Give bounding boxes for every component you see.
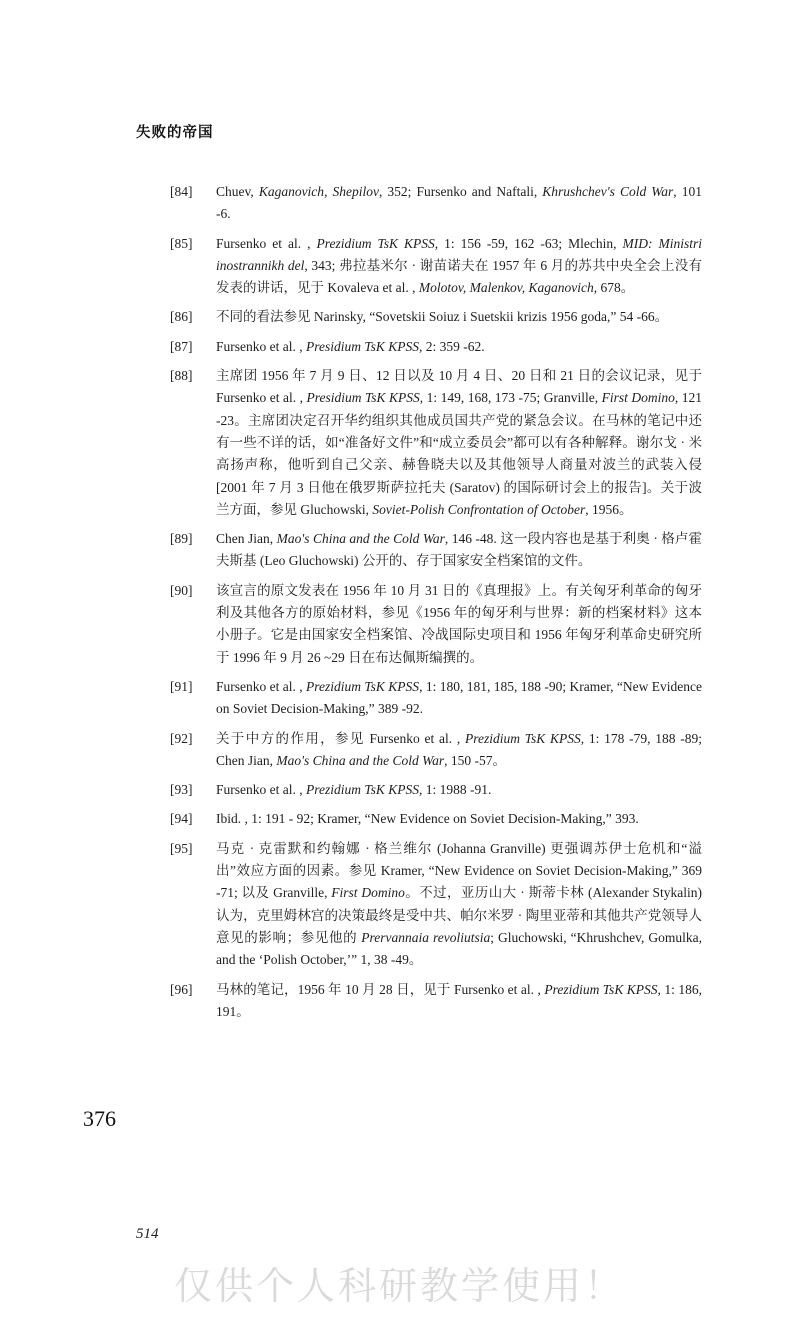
endnote-text-segment: , 678。 bbox=[593, 280, 635, 296]
endnote-italic-title: Prezidium TsK KPSS bbox=[306, 782, 420, 798]
endnote-text-segment: Chen Jian, bbox=[216, 531, 277, 547]
endnote-italic-title: Prezidium TsK KPSS bbox=[306, 678, 420, 694]
endnote-number: [86] bbox=[170, 309, 193, 325]
endnote-italic-title: Molotov, Malenkov, Kaganovich bbox=[418, 280, 594, 296]
endnote-text-segment: , 343; 弗拉基米尔 · 谢苗诺夫在 1957 年 6 月的苏共中央全会上没有发表的讲话，见于 Kovaleva et al. , bbox=[216, 257, 703, 296]
endnote-italic-title: Prezidium TsK KPSS bbox=[316, 235, 435, 251]
endnote-text bbox=[216, 233, 702, 300]
margin-page-number: 376 bbox=[83, 1106, 116, 1131]
endnote-italic-title: Presidium TsK KPSS bbox=[306, 338, 420, 354]
endnote-italic-title: Prezidium TsK KPSS bbox=[544, 981, 658, 997]
endnote-text-segment: , 1: 186, 191。 bbox=[216, 981, 702, 1019]
endnote-text bbox=[216, 336, 702, 358]
endnote-italic-title: Shepilov bbox=[332, 184, 379, 199]
endnote-number: [85] bbox=[170, 235, 193, 251]
endnote-italic-title: MID: Ministri inostrannikh del bbox=[216, 235, 702, 273]
endnote-number: [92] bbox=[170, 730, 193, 746]
endnote-number: [89] bbox=[170, 531, 193, 547]
endnote-item bbox=[170, 779, 702, 801]
endnote-text-segment: Chuev, bbox=[216, 184, 259, 199]
book-page-number: 514 bbox=[136, 1226, 159, 1242]
endnote-item bbox=[170, 728, 702, 773]
endnote-text bbox=[216, 580, 702, 669]
endnote-text-segment: Ibid. , 1: 191 - 92; Kramer, “New Evidence on Soviet Decision-Making,” 393. bbox=[216, 811, 639, 827]
endnote-text bbox=[216, 728, 702, 773]
endnote-italic-title: Kaganovich bbox=[258, 184, 325, 199]
endnote-item bbox=[170, 580, 702, 669]
endnote-text-segment: 马克 · 克雷默和约翰娜 · 格兰维尔 (Johanna Granville) 更强调苏伊士危机和“溢出”效应方面的因素。参见 Kramer, “New Evidence on Soviet Decision-Making,” 369 -71; 以及 Granville, bbox=[216, 840, 702, 901]
endnote-italic-title: Presidium TsK KPSS bbox=[306, 390, 420, 406]
endnote-text-segment: Fursenko et al. , bbox=[216, 235, 317, 251]
endnote-item bbox=[170, 838, 702, 972]
endnote-text bbox=[216, 779, 702, 801]
endnote-text-segment: ; Gluchowski, “Khrushchev, Gomulka, and the ‘Polish October,’” 1, 38 -49。 bbox=[216, 929, 703, 968]
endnote-text-segment: , 121 -23。主席团决定召开华约组织其他成员国共产党的紧急会议。在马林的笔记中还有一些不详的话，如“准备好文件”和“成立委员会”都可以有各种解释。谢尔戈 · 米高扬声称，他听到自己父亲、赫鲁晓夫以及其他领导人商量对波兰的武装入侵 [2001 年 7 月 3 日他在俄罗斯萨拉托夫 (Saratov) 的国际研讨会上的报告]。关于波兰方面，参见 Gluchowski, bbox=[216, 390, 702, 517]
endnote-italic-title: Mao's China and the Cold War bbox=[276, 531, 445, 547]
endnote-italic-title: First Domino bbox=[601, 390, 675, 406]
running-head: 失败的帝国 bbox=[136, 125, 214, 141]
endnote-text-segment: , 352; Fursenko and Naftali, bbox=[379, 184, 543, 199]
endnote-text bbox=[216, 979, 702, 1024]
endnote-text-segment: , 1: 180, 181, 185, 188 -90; Kramer, “New Evidence on Soviet Decision-Making,” 389 -92. bbox=[216, 678, 702, 717]
endnote-text-segment: 。不过，亚历山大 · 斯蒂卡林 (Alexander Stykalin) 认为，克里姆林宫的决策最终是受中共、帕尔米罗 · 陶里亚蒂和其他共产党领导人意见的影响；参见他的 bbox=[216, 885, 702, 945]
endnote-item bbox=[170, 336, 702, 358]
endnote-number: [96] bbox=[170, 981, 193, 997]
endnote-text-segment: , 2: 359 -62. bbox=[419, 338, 485, 354]
endnote-text bbox=[216, 676, 702, 721]
endnote-number: [90] bbox=[170, 582, 193, 598]
endnote-text-segment: , 1: 149, 168, 173 -75; Granville, bbox=[419, 390, 602, 406]
endnote-text-segment: 该宣言的原文发表在 1956 年 10 月 31 日的《真理报》上。有关匈牙利革命的匈牙利及其他各方的原始材料，参见《1956 年的匈牙利与世界：新的档案材料》这本小册子。它是由国家安全档案馆、冷战国际史项目和 1956 年匈牙利革命史研究所于 1996 年 9 月 26 ~29 日在布达佩斯编撰的。 bbox=[216, 582, 702, 665]
endnote-number: [94] bbox=[170, 811, 193, 827]
watermark: 仅供个人科研教学使用！ bbox=[174, 1264, 626, 1308]
endnote-text bbox=[216, 528, 702, 573]
endnote-item bbox=[170, 676, 702, 721]
endnote-italic-title: Prervannaia revoliutsia bbox=[361, 929, 491, 945]
endnote-italic-title: Prezidium TsK KPSS bbox=[464, 730, 581, 746]
endnote-text-segment: , 1: 178 -79, 188 -89; Chen Jian, bbox=[216, 730, 703, 768]
endnote-text-segment: Fursenko et al. , bbox=[216, 678, 307, 694]
endnote-number: [88] bbox=[170, 368, 193, 384]
endnote-number: [95] bbox=[170, 840, 193, 856]
endnote-text-segment: Fursenko et al. , bbox=[216, 338, 306, 354]
endnote-text bbox=[216, 306, 702, 328]
endnote-text-segment: , 1: 1988 -91. bbox=[419, 782, 492, 798]
endnote-italic-title: Soviet-Polish Confrontation of October bbox=[372, 501, 586, 517]
endnote-item bbox=[170, 808, 702, 830]
endnote-text-segment: Fursenko et al. , bbox=[216, 782, 306, 798]
endnote-text-segment: 不同的看法参见 Narinsky, “Sovetskii Soiuz i Suetskii krizis 1956 goda,” 54 -66。 bbox=[216, 309, 669, 325]
endnote-text-segment: , 1956。 bbox=[585, 501, 633, 517]
endnote-italic-title: Mao's China and the Cold War bbox=[276, 752, 445, 768]
endnote-text-segment: 关于中方的作用，参见 Fursenko et al. , bbox=[216, 730, 465, 746]
endnote-item bbox=[170, 181, 702, 226]
endnote-item bbox=[170, 528, 702, 573]
endnote-italic-title: First Domino bbox=[331, 885, 405, 901]
endnote-text bbox=[216, 365, 702, 521]
endnote-item bbox=[170, 979, 702, 1024]
endnote-text-segment: , 150 -57。 bbox=[444, 752, 507, 768]
endnote-number: [91] bbox=[170, 678, 193, 694]
endnote-italic-title: Khrushchev's Cold War bbox=[542, 184, 674, 199]
endnote-item bbox=[170, 233, 702, 300]
endnote-text bbox=[216, 181, 702, 226]
endnote-text-segment: 马林的笔记，1956 年 10 月 28 日，见于 Fursenko et al. , bbox=[216, 981, 545, 997]
endnote-text-segment: 主席团 1956 年 7 月 9 日、12 日以及 10 月 4 日、20 日和 21 日的会议记录，见于 Fursenko et al. , bbox=[216, 368, 702, 406]
endnotes-list bbox=[170, 181, 702, 1030]
endnote-text-segment: , bbox=[324, 184, 333, 199]
endnote-text-segment: , 1: 156 -59, 162 -63; Mlechin, bbox=[434, 235, 623, 251]
endnote-number: [93] bbox=[170, 782, 193, 798]
endnote-text bbox=[216, 838, 702, 972]
endnote-item bbox=[170, 306, 702, 328]
endnote-text-segment: , 101 -6. bbox=[216, 184, 702, 222]
endnote-number: [84] bbox=[170, 184, 193, 199]
endnote-text bbox=[216, 808, 702, 830]
endnote-item bbox=[170, 365, 702, 521]
endnote-text-segment: , 146 -48. 这一段内容也是基于利奥 · 格卢霍夫斯基 (Leo Gluchowski) 公开的、存于国家安全档案馆的文件。 bbox=[216, 531, 703, 569]
endnote-number: [87] bbox=[170, 338, 193, 354]
